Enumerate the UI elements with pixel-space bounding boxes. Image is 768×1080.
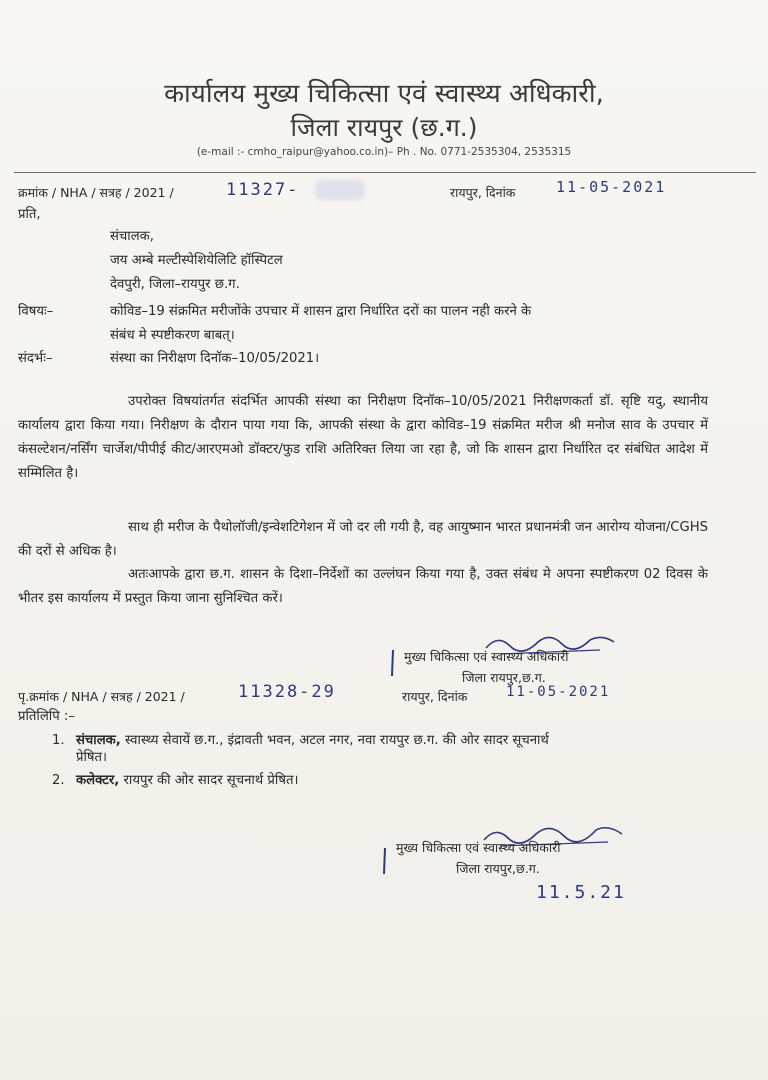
ref-number-handwritten: 11327-: [226, 180, 300, 200]
reference-label: संदर्भः–: [18, 351, 53, 366]
body-paragraph-3: अतःआपके द्वारा छ.ग. शासन के दिशा–निर्देशों का उल्लंघन किया गया है, उक्त संबंध मे अपना स्पष्टीकरण 02 दिवस के भीतर इस कार्यालय में प्रस्तुत किया जाना सुनिश्चित करें।: [18, 567, 708, 606]
subject-line2: संबंध मे स्पष्टीकरण बाबत्।: [110, 328, 235, 343]
signatory-district-1: जिला रायपुर,छ.ग.: [462, 670, 546, 685]
ref-date-handwritten: 11-05-2021: [556, 178, 667, 196]
signatory-title-1: मुख्य चिकित्सा एवं स्वास्थ्य अधिकारी: [404, 649, 569, 664]
signatory-title-2: मुख्य चिकित्सा एवं स्वास्थ्य अधिकारी: [396, 840, 561, 855]
initial-mark-2: [380, 846, 390, 876]
ref2-date-label: रायपुर, दिनांक: [402, 689, 468, 704]
body-paragraph-1: उपरोक्त विषयांतर्गत संदर्भित आपकी संस्था का निरीक्षण दिनॉक–10/05/2021 निरीक्षणकर्ता डॉ. सृष्टि यदु, स्थानीय कार्यालय द्वारा किया गया। निरीक्षण के दौरान पाया गया कि, आपकी संस्था के द्वारा कोविड–19 संक्रमित मरीज श्री मनोज साव के उपचार में कंसल्टेशन/नर्सिंग चार्जेश/पीपीई कीट/आरएमओ डॉक्टर/फुड राशि अतिरिक्त लिया जा रहा है, जो कि शासन द्वारा निर्धारित दर संबंधित आदेश में सम्मिलित है।: [18, 394, 708, 481]
copy-item-1-number: 1.: [52, 733, 65, 748]
addressee-hospital: जय अम्बे मल्टीस्पेशियेलिटि हॉस्पिटल: [110, 253, 283, 268]
header-divider: [14, 172, 756, 173]
copy-item-1-recipient: संचालक,: [76, 733, 121, 748]
copy-label: प्रतिलिपि :–: [18, 709, 75, 724]
ref-date-label: रायपुर, दिनांक: [450, 185, 516, 200]
copy-item-1-line1: स्वास्थ्य सेवायें छ.ग., इंद्रावती भवन, अटल नगर, नवा रायपुर छ.ग. की ओर सादर सूचनार्थ: [125, 733, 549, 748]
ref-label: क्रमांक / NHA / सत्रह / 2021 /: [18, 185, 174, 200]
signature-date-handwritten: 11.5.21: [536, 882, 626, 903]
ref2-date-handwritten: 11-05-2021: [506, 684, 611, 700]
ref2-label: पृ.क्रमांक / NHA / सत्रह / 2021 /: [18, 689, 185, 704]
copy-item-2-recipient: कलेक्टर,: [76, 773, 120, 788]
copy-item-2-line1: रायपुर की ओर सादर सूचनार्थ प्रेषित।: [123, 773, 299, 788]
subject-label: विषयः–: [18, 304, 54, 319]
addressee-location: देवपुरी, जिला–रायपुर छ.ग.: [110, 277, 240, 292]
reference-text: संस्था का निरीक्षण दिनॉक–10/05/2021।: [110, 351, 320, 366]
contact-line: (e-mail :- cmho_raipur@yahoo.co.in)– Ph . No. 0771-2535304, 2535315: [196, 146, 572, 158]
copy-item-2-text: [76, 774, 298, 787]
initial-mark-1: [388, 648, 398, 678]
subject-line1: कोविड–19 संक्रमित मरीजोंके उपचार में शासन द्वारा निर्धारित दरों का पालन नही करने के: [110, 304, 532, 319]
redaction-blur: [315, 180, 365, 200]
to-prati: प्रति,: [18, 207, 41, 222]
copy-item-1-line2: प्रेषित।: [76, 750, 108, 765]
addressee-title: संचालक,: [110, 229, 154, 244]
copy-item-1-text: [76, 734, 549, 747]
ref2-number-handwritten: 11328-29: [238, 682, 336, 702]
body-paragraph-2: साथ ही मरीज के पैथोलॉजी/इन्वेशटिगेशन में जो दर ली गयी है, वह आयुष्मान भारत प्रधानमंत्री जन आरोग्य योजना/CGHS की दरों से अधिक है।: [18, 520, 708, 559]
district-title: जिला रायपुर (छ.ग.): [290, 113, 478, 142]
office-title: कार्यालय मुख्य चिकित्सा एवं स्वास्थ्य अधिकारी,: [164, 79, 604, 109]
signatory-district-2: जिला रायपुर,छ.ग.: [456, 861, 540, 876]
copy-item-2-number: 2.: [52, 773, 65, 788]
